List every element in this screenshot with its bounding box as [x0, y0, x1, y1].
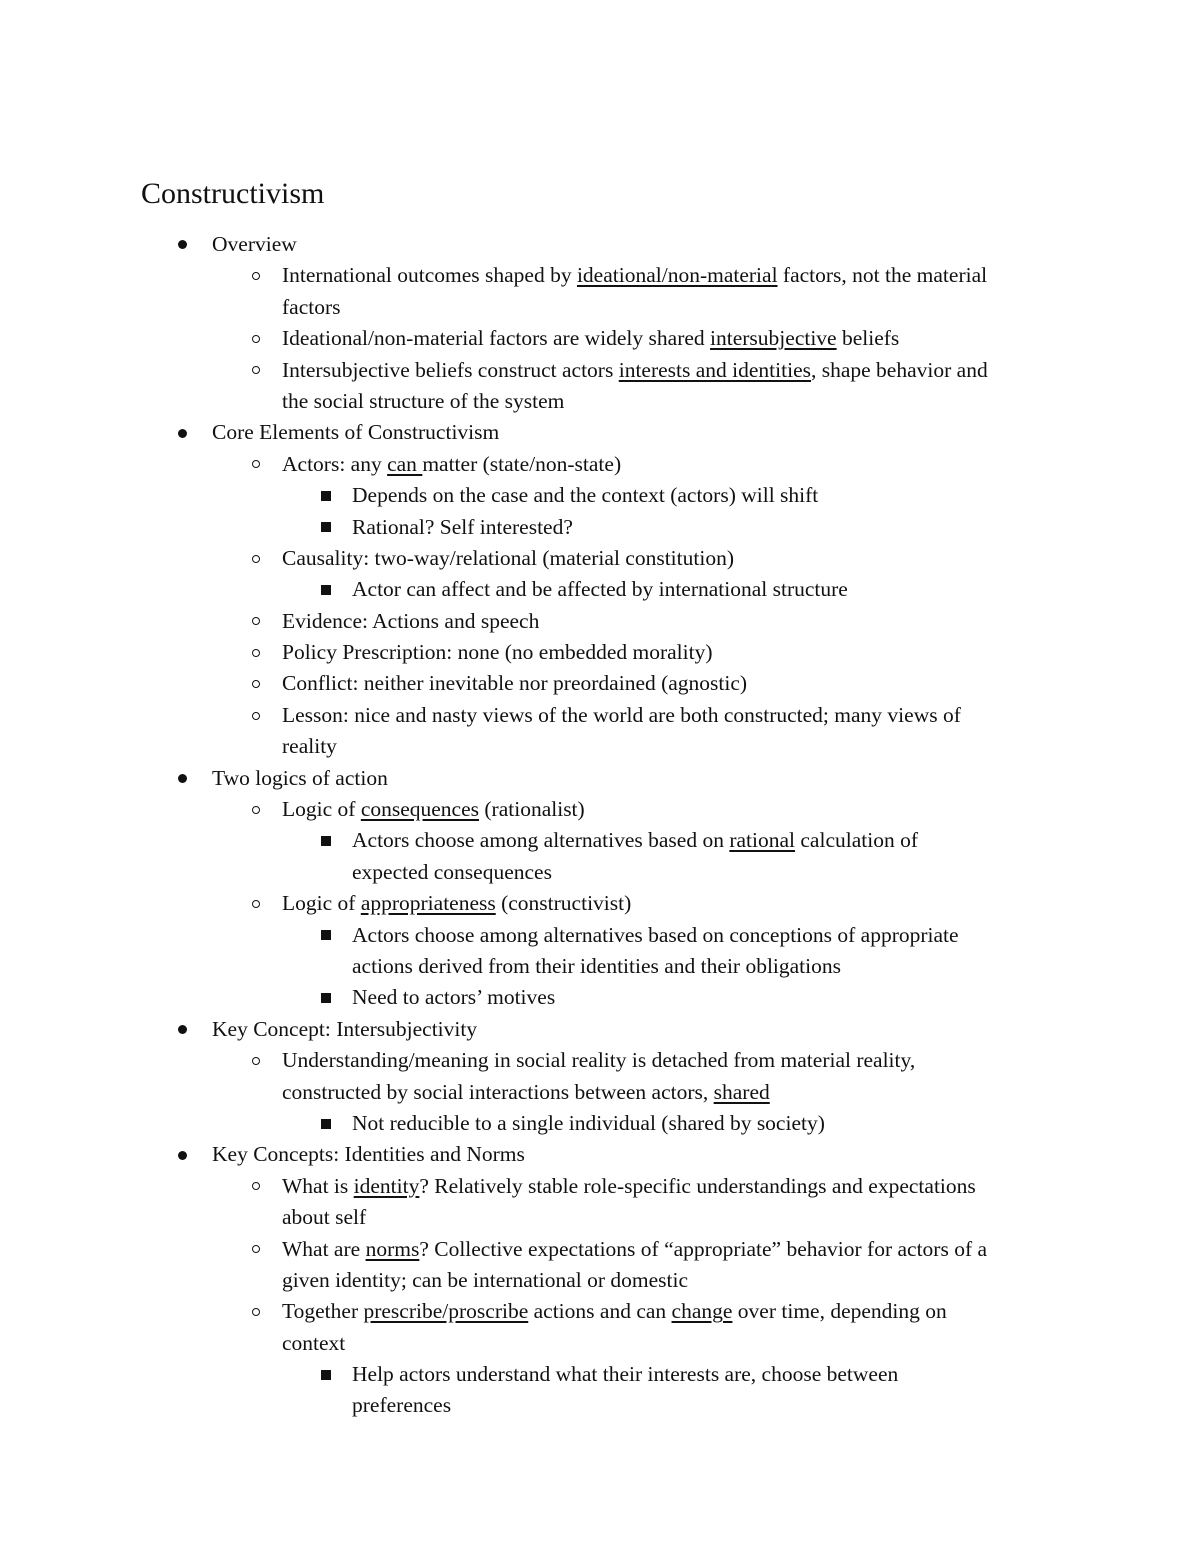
list-item-level-2 [0, 1296, 1200, 1327]
list-item-level-2 [0, 606, 1200, 637]
list-item-level-2 [0, 637, 1200, 668]
text-segment: context [282, 1330, 346, 1355]
bullet-square-icon [318, 1359, 334, 1390]
text-segment: matter (state/non-state) [422, 451, 622, 476]
underlined-term: prescribe/proscribe [363, 1299, 529, 1324]
list-item-level-1 [0, 1139, 1200, 1170]
text-segment: about self [282, 1205, 367, 1230]
text-segment: ? Collective expectations of “appropriate” behavior for actors of a [419, 1236, 988, 1261]
list-item-text [282, 449, 621, 480]
text-segment: Logic of [282, 891, 361, 916]
list-item-text [352, 1359, 898, 1390]
list-item-level-2 [0, 449, 1200, 480]
text-segment: Actors: any [282, 451, 388, 476]
bullet-disc-icon [174, 1139, 190, 1170]
text-segment: factors [282, 294, 341, 319]
list-item-text [212, 229, 297, 260]
underlined-term: ideational/non-material [576, 263, 778, 288]
list-item-text [212, 1139, 525, 1170]
list-item-level-2 [0, 668, 1200, 699]
list-item-text [282, 1045, 915, 1076]
list-item-text [282, 637, 713, 668]
list-item-text [352, 982, 555, 1013]
list-item-continuation [0, 951, 1200, 982]
list-item-text [212, 763, 388, 794]
list-item-level-2 [0, 1045, 1200, 1076]
text-segment: Overview [212, 232, 297, 256]
list-item-level-3 [0, 574, 1200, 605]
list-item-text [282, 1328, 345, 1359]
bullet-disc-icon [174, 417, 190, 448]
bullet-circle-icon [248, 1296, 264, 1327]
underlined-term: can [387, 451, 423, 476]
bullet-circle-icon [248, 606, 264, 637]
text-segment: Help actors understand what their interests are, choose between [352, 1362, 899, 1387]
bullet-circle-icon [248, 449, 264, 480]
bullet-circle-icon [248, 1234, 264, 1265]
list-item-continuation [0, 1202, 1200, 1233]
list-item-level-3 [0, 1359, 1200, 1390]
list-item-level-3 [0, 480, 1200, 511]
list-item-level-3 [0, 982, 1200, 1013]
list-item-text [212, 417, 499, 448]
list-item-text [282, 1296, 947, 1327]
bullet-square-icon [318, 825, 334, 856]
page-title: Constructivism [141, 177, 325, 210]
list-item-continuation [0, 857, 1200, 888]
text-segment: Key Concepts: Identities and Norms [212, 1142, 525, 1167]
list-item-text [282, 700, 961, 731]
text-segment: Not reducible to a single individual (shared by society) [352, 1110, 825, 1135]
bullet-circle-icon [248, 543, 264, 574]
bullet-circle-icon [248, 794, 264, 825]
list-item-level-3 [0, 920, 1200, 951]
list-item-text [282, 888, 631, 919]
text-segment: Actor can affect and be affected by international structure [352, 577, 848, 602]
underlined-term: rational [729, 828, 796, 853]
text-segment: Policy Prescription: none (no embedded morality) [282, 640, 713, 665]
text-segment: expected consequences [352, 859, 552, 884]
text-segment: Actors choose among alternatives based on [352, 828, 730, 853]
bullet-square-icon [318, 480, 334, 511]
list-item-text [282, 292, 341, 323]
text-segment: What are [282, 1236, 366, 1261]
text-segment: Intersubjective beliefs construct actors [282, 357, 619, 382]
list-item-text [352, 857, 552, 888]
list-item-level-2 [0, 794, 1200, 825]
list-item-text [352, 1390, 451, 1421]
list-item-text [282, 1077, 770, 1108]
text-segment: , shape behavior and [810, 357, 988, 382]
list-item-text [352, 825, 918, 856]
list-item-level-2 [0, 323, 1200, 354]
bullet-circle-icon [248, 355, 264, 386]
text-segment: ? Relatively stable role-specific understandings and expectations [419, 1173, 976, 1198]
list-item-text [282, 731, 337, 762]
bullet-circle-icon [248, 1171, 264, 1202]
text-segment: Logic of [282, 797, 361, 822]
bullet-square-icon [318, 982, 334, 1013]
bullet-square-icon [318, 574, 334, 605]
bullet-circle-icon [248, 323, 264, 354]
text-segment: (rationalist) [479, 797, 585, 822]
text-segment: Need to actors’ motives [352, 985, 556, 1010]
bullet-circle-icon [248, 888, 264, 919]
text-segment: calculation of [795, 828, 918, 853]
text-segment: beliefs [836, 326, 900, 351]
text-segment: Key Concept: Intersubjectivity [212, 1016, 478, 1041]
underlined-term: identity [353, 1173, 420, 1198]
list-item-text [282, 606, 539, 637]
text-segment: Depends on the case and the context (actors) will shift [352, 483, 819, 508]
list-item-continuation [0, 386, 1200, 417]
text-segment: preferences [352, 1393, 452, 1418]
bullet-circle-icon [248, 637, 264, 668]
list-item-text [282, 1234, 987, 1265]
bullet-circle-icon [248, 668, 264, 699]
text-segment: International outcomes shaped by [282, 263, 577, 288]
text-segment: (constructivist) [495, 891, 632, 916]
text-segment: What is [282, 1173, 354, 1198]
list-item-text [352, 920, 959, 951]
text-segment: Evidence: Actions and speech [282, 608, 540, 633]
text-segment: over time, depending on [732, 1299, 947, 1324]
underlined-term: intersubjective [710, 326, 837, 351]
list-item-level-3 [0, 1108, 1200, 1139]
list-item-text [282, 1265, 688, 1296]
list-item-continuation [0, 1390, 1200, 1421]
text-segment: Conflict: neither inevitable nor preordained (agnostic) [282, 671, 748, 696]
text-segment: the social structure of the system [282, 388, 565, 413]
text-segment: given identity; can be international or domestic [282, 1267, 688, 1292]
list-item-text [282, 386, 564, 417]
bullet-circle-icon [248, 1045, 264, 1076]
list-item-level-2 [0, 888, 1200, 919]
bullet-disc-icon [174, 229, 190, 260]
bullet-circle-icon [248, 700, 264, 731]
list-item-level-1 [0, 417, 1200, 448]
text-segment: Rational? Self interested? [352, 514, 573, 539]
list-item-continuation [0, 731, 1200, 762]
underlined-term: appropriateness [360, 891, 496, 916]
text-segment: Ideational/non-material factors are widely shared [282, 326, 711, 351]
list-item-text [352, 1108, 825, 1139]
list-item-continuation [0, 1265, 1200, 1296]
list-item-text [352, 574, 848, 605]
bullet-disc-icon [174, 1014, 190, 1045]
list-item-text [282, 668, 747, 699]
underlined-term: consequences [360, 797, 480, 822]
list-item-level-2 [0, 700, 1200, 731]
text-segment: Understanding/meaning in social reality is detached from material reality, [282, 1048, 916, 1073]
list-item-continuation [0, 292, 1200, 323]
text-segment: actions derived from their identities and their obligations [352, 953, 841, 978]
list-item-continuation [0, 1077, 1200, 1108]
list-item-text [352, 951, 841, 982]
bullet-square-icon [318, 512, 334, 543]
list-item-level-2 [0, 543, 1200, 574]
list-item-text [352, 512, 573, 543]
list-item-level-2 [0, 1171, 1200, 1202]
list-item-level-3 [0, 825, 1200, 856]
bullet-disc-icon [174, 763, 190, 794]
text-segment: Actors choose among alternatives based on conceptions of appropriate [352, 922, 959, 947]
bullet-square-icon [318, 1108, 334, 1139]
underlined-term: change [671, 1299, 733, 1324]
list-item-text [282, 260, 987, 291]
text-segment: Together [282, 1299, 364, 1324]
list-item-level-1 [0, 763, 1200, 794]
list-item-text [282, 1171, 976, 1202]
list-item-level-1 [0, 229, 1200, 260]
list-item-continuation [0, 1328, 1200, 1359]
list-item-text [282, 355, 988, 386]
text-segment: Two logics of action [212, 765, 388, 790]
underlined-term: interests and identities [618, 357, 811, 382]
underlined-term: norms [365, 1236, 420, 1261]
list-item-level-2 [0, 355, 1200, 386]
list-item-text [282, 543, 734, 574]
text-segment: actions and can [528, 1299, 672, 1324]
underlined-term: shared [713, 1079, 770, 1104]
list-item-level-3 [0, 512, 1200, 543]
list-item-level-2 [0, 260, 1200, 291]
list-item-text [282, 1202, 366, 1233]
bullet-square-icon [318, 920, 334, 951]
list-item-text [212, 1014, 477, 1045]
list-item-text [352, 480, 818, 511]
text-segment: Causality: two-way/relational (material constitution) [282, 545, 734, 570]
text-segment: Core Elements of Constructivism [212, 420, 500, 445]
text-segment: Lesson: nice and nasty views of the world are both constructed; many views of [282, 702, 961, 727]
text-segment: constructed by social interactions between actors, [282, 1079, 714, 1104]
list-item-text [282, 794, 585, 825]
text-segment: factors, not the material [777, 263, 988, 288]
outline-list [0, 229, 1200, 1422]
list-item-level-1 [0, 1014, 1200, 1045]
bullet-circle-icon [248, 260, 264, 291]
list-item-text [282, 323, 899, 354]
text-segment: reality [282, 734, 337, 759]
list-item-level-2 [0, 1234, 1200, 1265]
